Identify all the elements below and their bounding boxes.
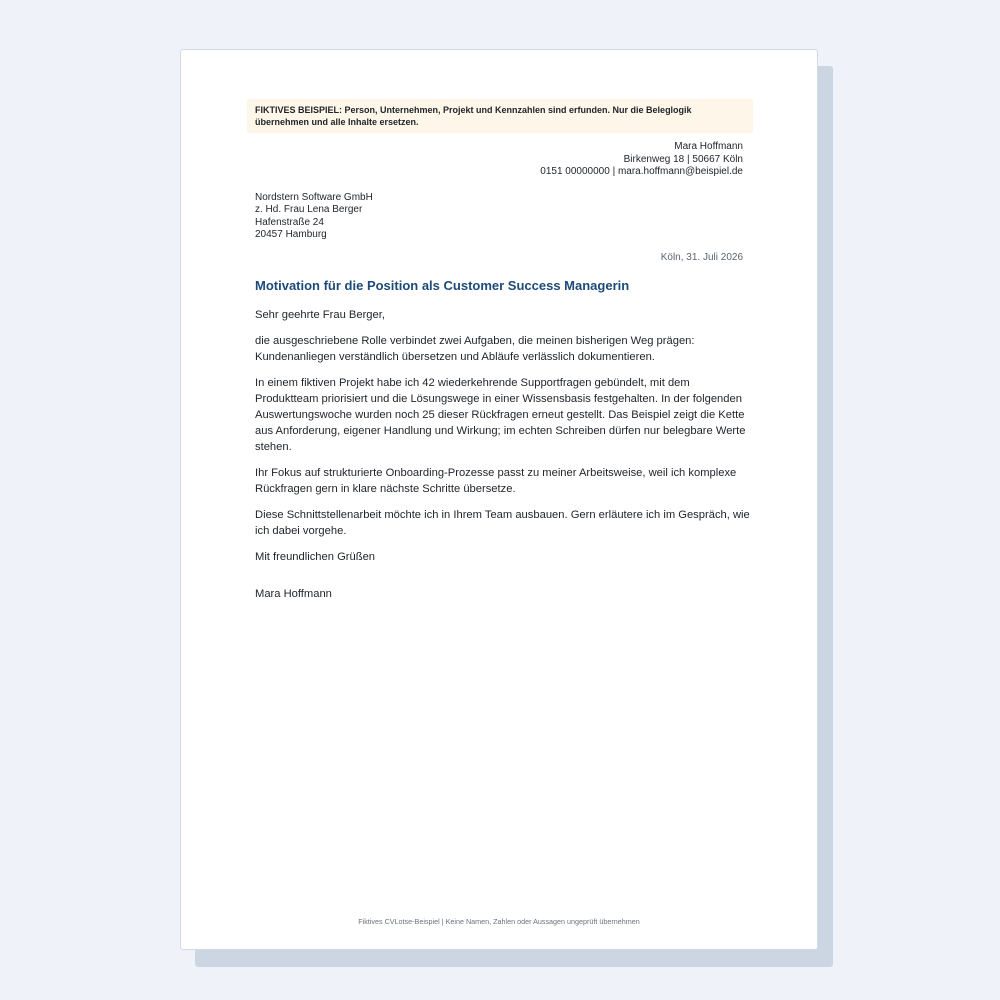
sender-address: Birkenweg 18 | 50667 Köln [623,153,743,165]
page-footer: Fiktives CVLotse-Beispiel | Keine Namen, Zahlen oder Aussagen ungeprüft übernehmen [358,917,640,926]
paragraph: In einem fiktiven Projekt habe ich 42 wiederkehrende Supportfragen gebündelt, mit dem Produktteam priorisiert und die Lösungswege in einer Wissensbasis festgehalten. In der folgenden Auswertungswoche wurden noch 25 dieser Rückfragen erneut gestellt. Das Beispiel zeigt die Kette aus Anforderung, eigener Handlung und Wirkung; im echten Schreiben dürfen nur belegbare Werte stehen. [255,377,746,453]
letter-page [180,49,818,950]
letter-body [255,307,755,612]
paragraph: Diese Schnittstellenarbeit möchte ich in Ihrem Team ausbauen. Gern erläutere ich im Gespräch, wie ich dabei vorgehe. [255,509,750,537]
paragraph: die ausgeschriebene Rolle verbindet zwei Aufgaben, die meinen bisherigen Weg prägen: Kundenanliegen verständlich übersetzen und Abläufe verlässlich dokumentieren. [255,335,695,363]
letter-subject: Motivation für die Position als Customer Success Managerin [255,278,630,293]
sender-block [540,141,743,179]
recipient-city: 20457 Hamburg [255,228,327,240]
recipient-block [255,192,373,241]
recipient-company: Nordstern Software GmbH [255,192,373,203]
closing: Mit freundlichen Grüßen [255,551,376,563]
signature: Mara Hoffmann [255,588,332,600]
salutation: Sehr geehrte Frau Berger, [255,309,385,321]
letter-date: Köln, 31. Juli 2026 [660,252,743,263]
paragraph: Ihr Fokus auf strukturierte Onboarding-Prozesse passt zu meiner Arbeitsweise, weil ich komplexe Rückfragen gern in klare nächste Schritte übersetze. [255,467,737,495]
recipient-attention: z. Hd. Frau Lena Berger [255,204,363,216]
recipient-street: Hafenstraße 24 [255,216,324,228]
fictional-example-notice: FIKTIVES BEISPIEL: Person, Unternehmen, Projekt und Kennzahlen sind erfunden. Nur die Beleglogik übernehmen und alle Inhalte ersetzen. [247,99,753,133]
sender-contact: 0151 00000000 | mara.hoffmann@beispiel.de [540,166,743,177]
sender-name: Mara Hoffmann [674,141,743,152]
